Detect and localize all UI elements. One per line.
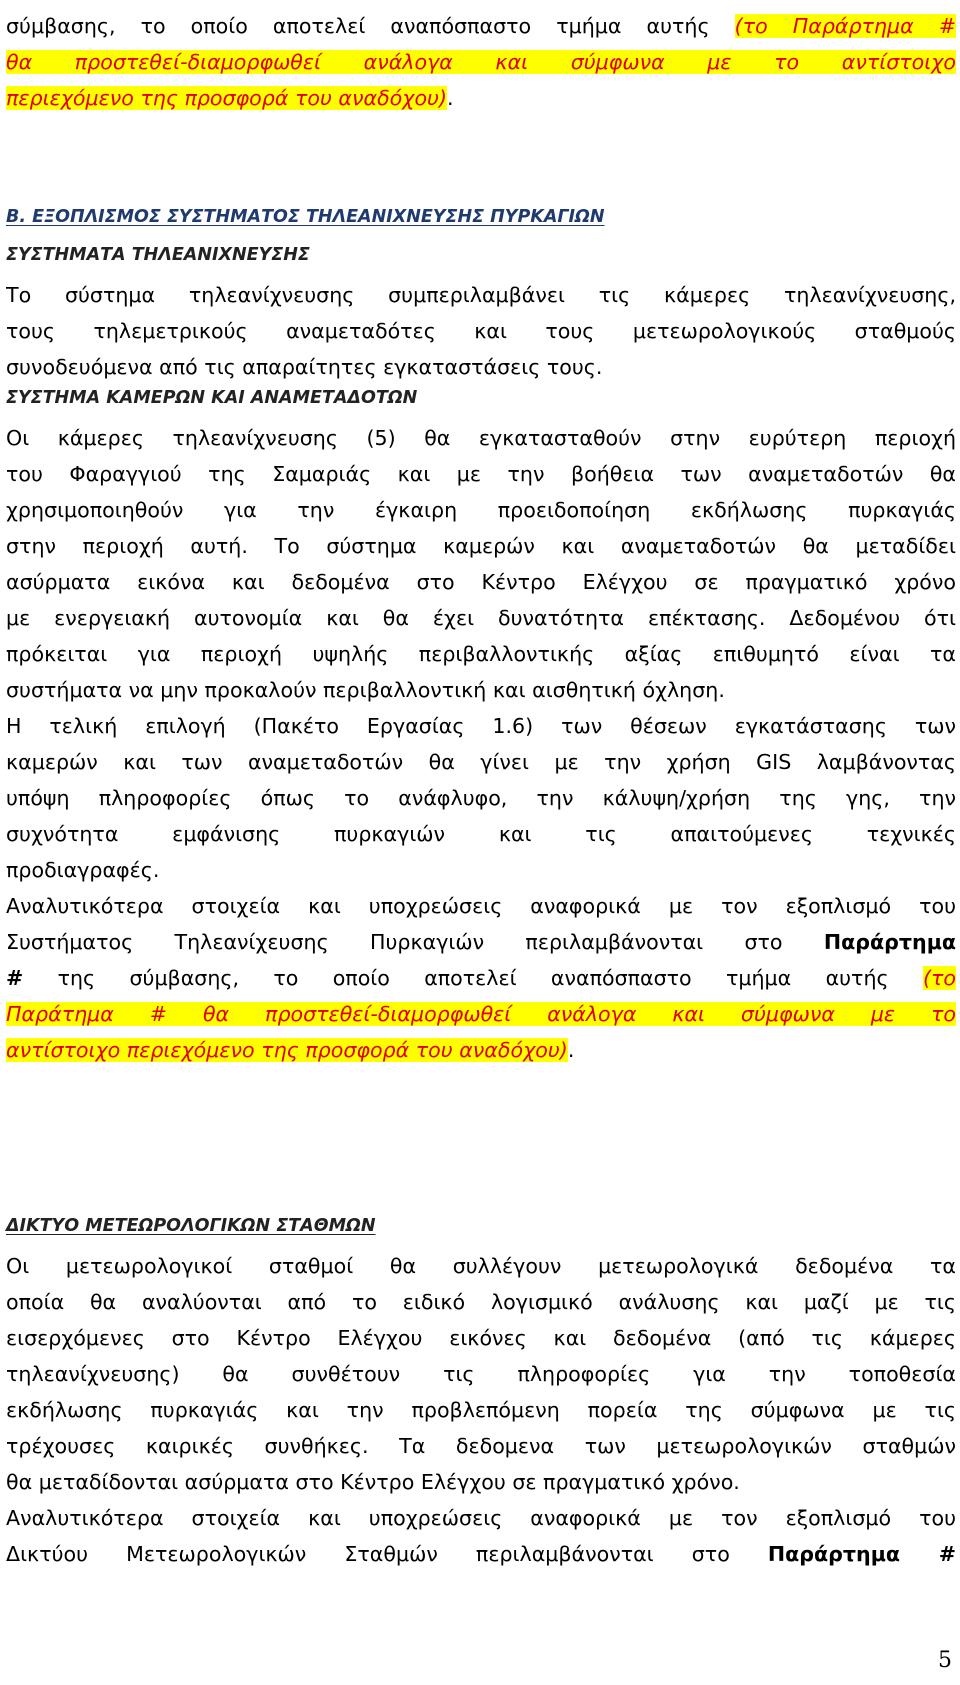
paragraph-1	[6, 277, 956, 385]
top-paragraph	[6, 8, 956, 116]
highlighted-text: (το Παράρτημα #	[734, 14, 956, 38]
bold-text: Παράρτημα #	[767, 1542, 956, 1566]
paragraph-2	[6, 420, 956, 708]
text-line: συχνότητα εμφάνισης πυρκαγιών και τις απαιτούμενες τεχνικές	[6, 822, 956, 846]
text-line: υπόψη πληροφορίες όπως το ανάφλυφο, την κάλυψη/χρήση της γης, την	[6, 786, 956, 810]
text-line: συστήματα να μην προκαλούν περιβαλλοντική και αισθητική όχληση.	[6, 678, 725, 702]
text-line: Το σύστημα τηλεανίχνευσης συμπεριλαμβάνει τις κάμερες τηλεανίχνευσης,	[6, 283, 956, 307]
text-line: Αναλυτικότερα στοιχεία και υποχρεώσεις αναφορικά με τον εξοπλισμό του	[6, 1506, 956, 1530]
text-line: τους τηλεμετρικούς αναμεταδότες και τους μετεωρολογικούς σταθμούς	[6, 319, 956, 343]
text-run: της σύμβασης, το οποίο αποτελεί αναπόσπαστο τμήμα αυτής	[23, 966, 923, 990]
highlighted-text: θα προστεθεί-διαμορφωθεί ανάλογα και σύμφωνα με το αντίστοιχο	[6, 50, 956, 74]
subsection-title: ΔΙΚΤΥΟ ΜΕΤΕΩΡΟΛΟΓΙΚΩΝ ΣΤΑΘΜΩΝ	[6, 1216, 376, 1236]
page-number: 5	[938, 1648, 952, 1673]
paragraph-5	[6, 1248, 956, 1500]
text-line	[6, 1032, 956, 1068]
text-line	[6, 924, 956, 960]
text-line	[6, 8, 956, 44]
text-line: καμερών και των αναμεταδοτών θα γίνει με την χρήση GIS λαμβάνοντας	[6, 750, 956, 774]
text-line: εκδήλωσης πυρκαγιάς και την προβλεπόμενη πορεία της σύμφωνα με τις	[6, 1398, 956, 1422]
text-line: οποία θα αναλύονται από το ειδικό λογισμικό ανάλυσης και μαζί με τις	[6, 1290, 956, 1314]
bold-text: #	[6, 966, 24, 990]
text-line	[6, 44, 956, 80]
text-run: .	[447, 86, 454, 110]
text-run: Συστήματος Τηλεανίχευσης Πυρκαγιών περιλαμβάνονται στο	[6, 930, 824, 954]
text-line: στην περιοχή αυτή. Το σύστημα καμερών και αναμεταδοτών θα μεταδίδει	[6, 534, 956, 558]
text-line: συνοδευόμενα από τις απαραίτητες εγκαταστάσεις τους.	[6, 355, 603, 379]
text-line	[6, 960, 956, 996]
text-run: σύμβασης, το οποίο αποτελεί αναπόσπαστο τμήμα αυτής	[6, 14, 735, 38]
subsection-title: ΣΥΣΤΗΜΑ ΚΑΜΕΡΩΝ ΚΑΙ ΑΝΑΜΕΤΑΔΟΤΩΝ	[6, 388, 418, 408]
text-line: με ενεργειακή αυτονομία και θα έχει δυνατότητα επέκτασης. Δεδομένου ότι	[6, 606, 956, 630]
text-line: Οι μετεωρολογικοί σταθμοί θα συλλέγουν μετεωρολογικά δεδομένα τα	[6, 1254, 956, 1278]
text-line: ασύρματα εικόνα και δεδομένα στο Κέντρο Ελέγχου σε πραγματικό χρόνο	[6, 570, 956, 594]
text-line	[6, 80, 956, 116]
text-line: πρόκειται για περιοχή υψηλής περιβαλλοντικής αξίας επιθυμητό είναι τα	[6, 642, 956, 666]
text-line: εισερχόμενες στο Κέντρο Ελέγχου εικόνες και δεδομένα (από τις κάμερες	[6, 1326, 956, 1350]
text-line: τηλεανίχνευσης) θα συνθέτουν τις πληροφορίες για την τοποθεσία	[6, 1362, 956, 1386]
text-line: προδιαγραφές.	[6, 858, 160, 882]
text-line: Αναλυτικότερα στοιχεία και υποχρεώσεις αναφορικά με τον εξοπλισμό του	[6, 894, 956, 918]
text-line: Οι κάμερες τηλεανίχνευσης (5) θα εγκατασταθούν στην ευρύτερη περιοχή	[6, 426, 956, 450]
text-run: .	[567, 1038, 575, 1062]
paragraph-6	[6, 1500, 956, 1572]
bold-text: Παράρτημα	[823, 930, 956, 954]
text-run: Δικτύου Μετεωρολογικών Σταθμών περιλαμβάνονται στο	[6, 1542, 768, 1566]
subsection-title: ΣΥΣΤΗΜΑΤΑ ΤΗΛΕΑΝΙΧΝΕΥΣΗΣ	[6, 245, 310, 265]
paragraph-4	[6, 888, 956, 1068]
paragraph-3	[6, 708, 956, 888]
text-line: θα μεταδίδονται ασύρματα στο Κέντρο Ελέγχου σε πραγματικό χρόνο.	[6, 1470, 740, 1494]
text-line: Η τελική επιλογή (Πακέτο Εργασίας 1.6) των θέσεων εγκατάστασης των	[6, 714, 956, 738]
highlighted-text: Παράτημα # θα προστεθεί-διαμορφωθεί ανάλογα και σύμφωνα με το	[6, 1002, 956, 1026]
highlighted-text: αντίστοιχο περιεχόμενο της προσφορά του αναδόχου)	[6, 1038, 568, 1062]
text-line: του Φαραγγιού της Σαμαριάς και με την βοήθεια των αναμεταδοτών θα	[6, 462, 956, 486]
highlighted-text: περιεχόμενο της προσφορά του αναδόχου)	[6, 86, 448, 110]
text-line	[6, 1536, 956, 1572]
text-line: χρησιμοποιηθούν για την έγκαιρη προειδοποίηση εκδήλωσης πυρκαγιάς	[6, 498, 956, 522]
text-line: τρέχουσες καιρικές συνθήκες. Τα δεδομενα των μετεωρολογικών σταθμών	[6, 1434, 956, 1458]
highlighted-text: (το	[922, 966, 956, 990]
text-line	[6, 996, 956, 1032]
section-title: B. ΕΞΟΠΛΙΣΜΟΣ ΣΥΣΤΗΜΑΤΟΣ ΤΗΛΕΑΝΙΧΝΕΥΣΗΣ ΠΥΡΚΑΓΙΩΝ	[6, 207, 605, 227]
